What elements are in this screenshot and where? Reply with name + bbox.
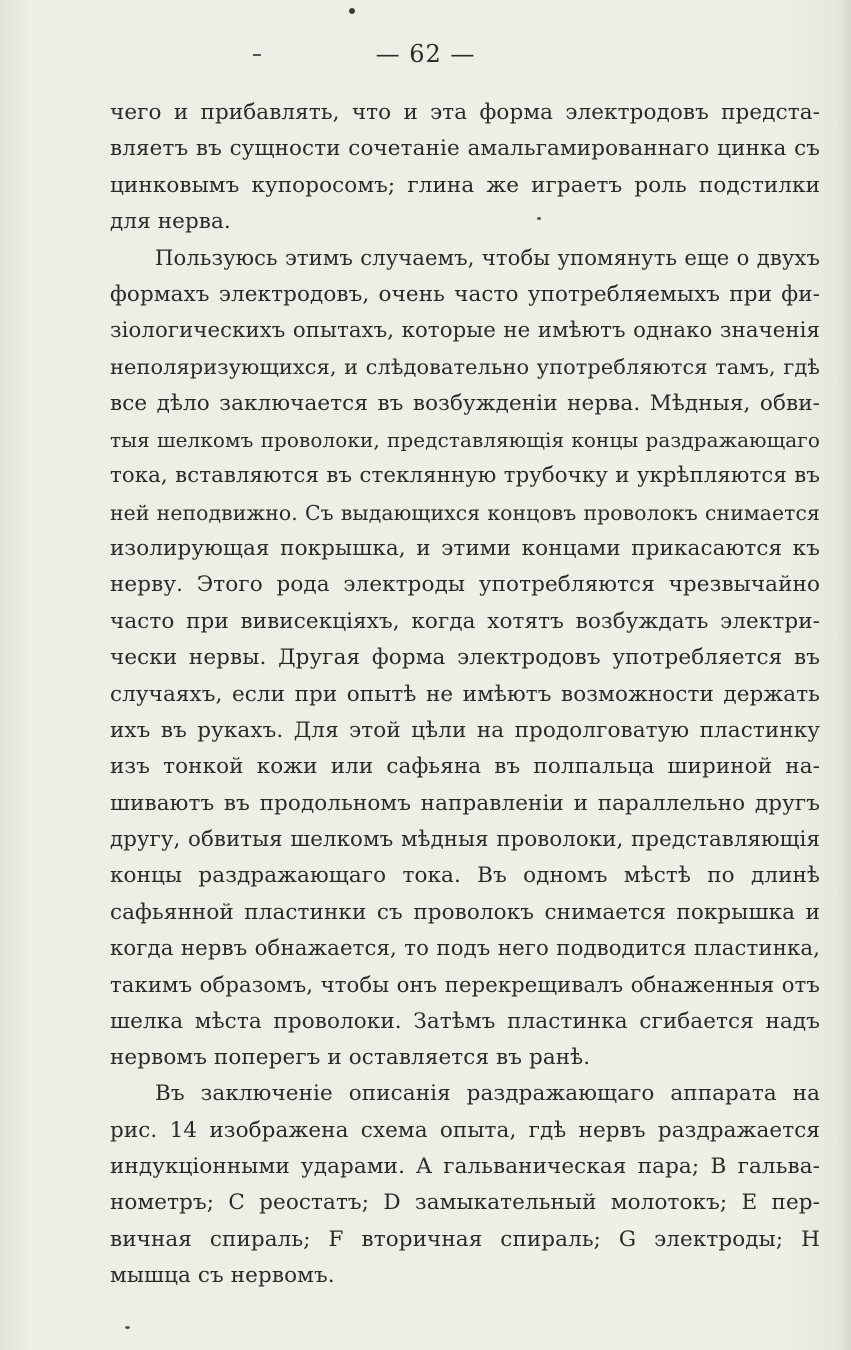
text-line: тыя шелкомъ проволоки, представляющія концы раздражающаго: [110, 428, 820, 453]
body-text: [110, 95, 820, 1294]
text-line: цинковымъ купоросомъ; глина же играетъ роль подстилки: [110, 172, 820, 198]
page-number: — 62 —: [375, 40, 476, 68]
text-line: формахъ электродовъ, очень часто употребляемыхъ при фи-: [110, 281, 820, 307]
text-line: индукціонными ударами. A гальваническая пара; B гальва-: [110, 1153, 820, 1179]
text-line: изъ тонкой кожи или сафьяна въ полпальца шириной на-: [110, 754, 820, 780]
text-line: когда нервъ обнажается, то подъ него подводится пластинка,: [110, 935, 820, 961]
text-line: нерву. Этого рода электроды употребляются чрезвычайно: [110, 572, 820, 598]
text-line: мышца съ нервомъ.: [110, 1263, 335, 1288]
text-line: зіологическихъ опытахъ, которые не имѣютъ однако значенія: [110, 318, 820, 344]
text-line: рис. 14 изображена схема опыта, гдѣ нервъ раздражается: [110, 1117, 820, 1143]
text-line: все дѣло заключается въ возбужденіи нерва. Мѣдныя, обви-: [110, 390, 820, 416]
text-line: другу, обвитыя шелкомъ мѣдныя проволоки, представляющія: [110, 826, 820, 852]
text-line: шиваютъ въ продольномъ направленіи и параллельно другъ: [110, 790, 820, 816]
text-line: такимъ образомъ, чтобы онъ перекрещивалъ обнаженныя отъ: [110, 972, 820, 998]
text-line: сафьянной пластинки съ проволокъ снимается покрышка и: [110, 899, 820, 925]
ink-speck: [125, 1326, 130, 1329]
text-line: изолирующая покрышка, и этими концами прикасаются къ: [110, 536, 820, 562]
text-line: нометръ; C реостатъ; D замыкательный молотокъ; E пер-: [110, 1190, 820, 1216]
ink-speck: [537, 217, 541, 220]
text-line: случаяхъ, если при опытѣ не имѣютъ возможности держать: [110, 681, 820, 707]
text-line: чего и прибавлять, что и эта форма электродовъ предста-: [110, 100, 820, 125]
ink-speck: [349, 8, 355, 14]
text-line: неполяризующихся, и слѣдовательно употребляются тамъ, гдѣ: [110, 355, 820, 380]
text-line: ихъ въ рукахъ. Для этой цѣли на продолговатую пластинку: [110, 717, 820, 743]
text-line: тока, вставляются въ стеклянную трубочку и укрѣпляются въ: [110, 463, 820, 489]
text-line: шелка мѣста проволоки. Затѣмъ пластинка сгибается надъ: [110, 1008, 820, 1034]
page-edge-shadow: [837, 0, 851, 1350]
text-line: Пользуюсь этимъ случаемъ, чтобы упомянуть еще о двухъ: [155, 245, 820, 271]
text-line: Въ заключеніе описанія раздражающаго аппарата на: [155, 1081, 820, 1107]
text-line: концы раздражающаго тока. Въ одномъ мѣстѣ по длинѣ: [110, 863, 820, 889]
text-line: вляетъ въ сущности сочетаніе амальгамированнаго цинка съ: [110, 136, 820, 162]
text-line: для нерва.: [110, 209, 231, 235]
text-line: нервомъ поперегъ и оставляется въ ранѣ.: [110, 1044, 591, 1070]
text-line: чески нервы. Другая форма электродовъ употребляется въ: [110, 645, 820, 671]
text-line: часто при вивисекціяхъ, когда хотятъ возбуждать электри-: [110, 608, 820, 634]
text-line: ней неподвижно. Съ выдающихся концовъ проволокъ снимается: [110, 500, 820, 525]
text-line: вичная спираль; F вторичная спираль; G электроды; H: [110, 1226, 820, 1252]
